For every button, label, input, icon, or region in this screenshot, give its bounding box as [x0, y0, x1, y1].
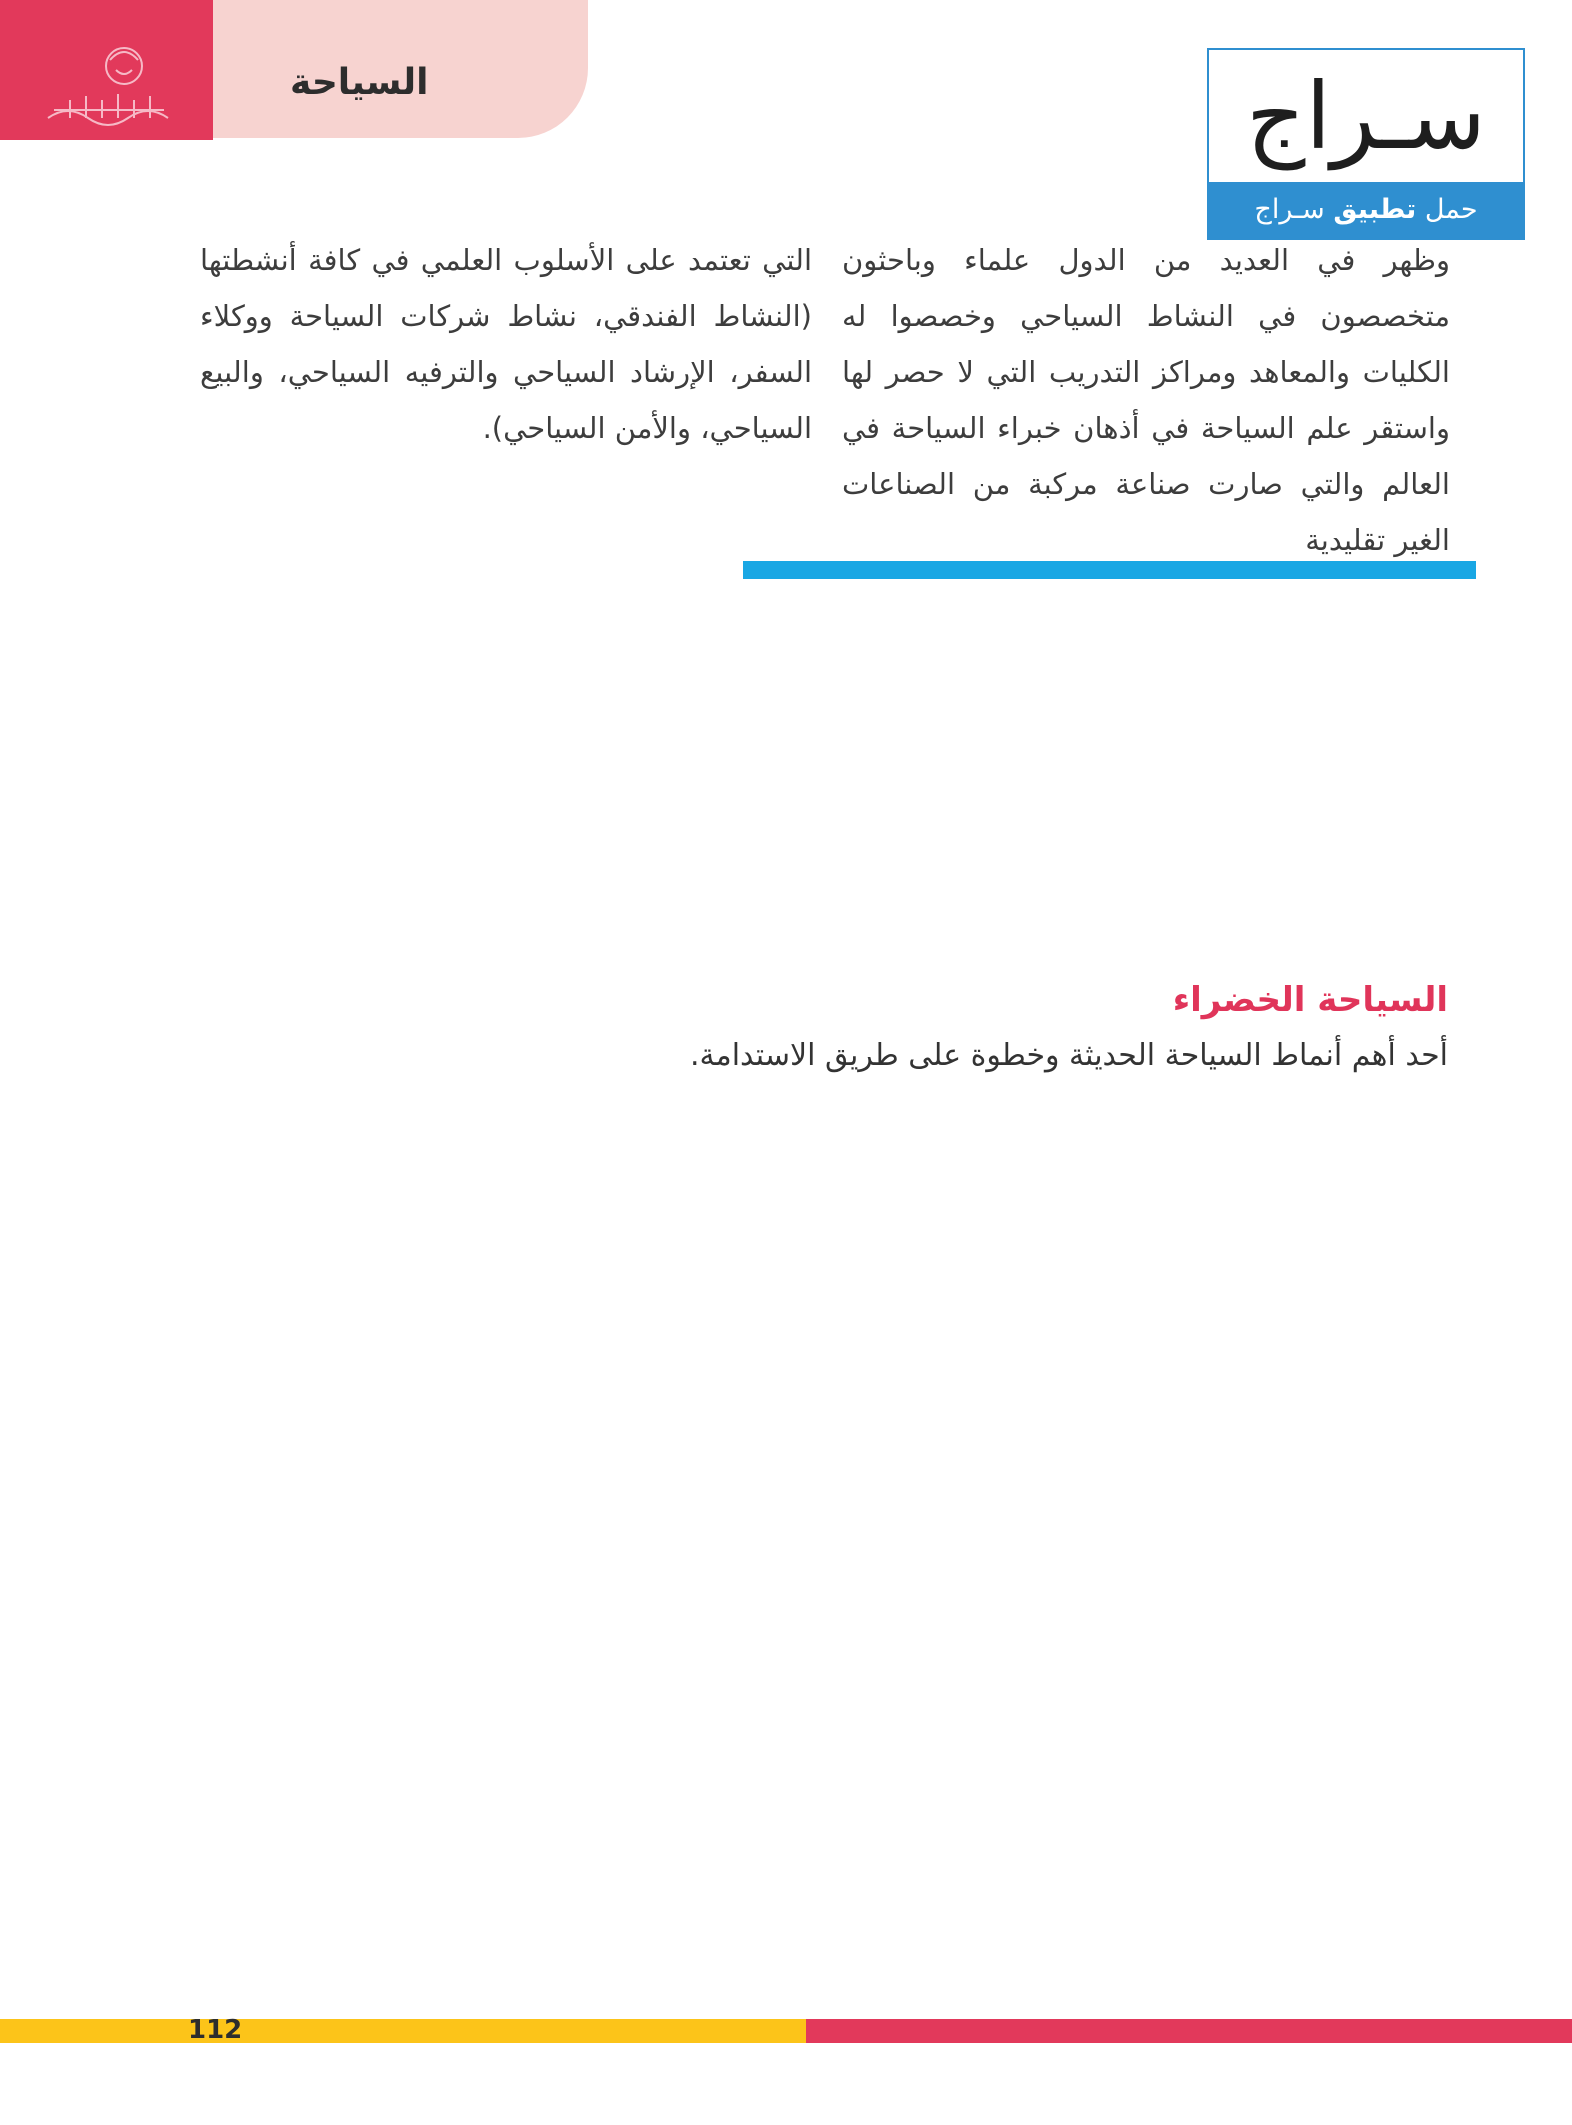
section-title: السياحة	[290, 62, 429, 103]
siraj-logo-word: سـراج	[1246, 63, 1486, 170]
siraj-bar-prefix: حمل	[1424, 194, 1478, 225]
page-number: 112	[188, 2015, 243, 2045]
siraj-bar-bold: تطبيق	[1333, 194, 1417, 225]
siraj-bar-suffix: سـراج	[1254, 194, 1325, 225]
siraj-app-badge[interactable]	[1207, 48, 1525, 240]
footer-yellow-bar	[0, 2019, 806, 2043]
body-column-right: وظهر في العديد من الدول علماء وباحثون متخصصون في النشاط السياحي وخصصوا له الكليات والمعاهد ومراكز التدريب التي لا حصر لها واستقر علم السياحة في أذهان خبراء السياحة في العالم والتي صارت صناعة مركبة من الصناعات الغير تقليدية	[842, 243, 1450, 557]
publisher-logo-icon	[40, 40, 180, 136]
green-tourism-text: أحد أهم أنماط السياحة الحديثة وخطوة على طريق الاستدامة.	[690, 1038, 1448, 1073]
body-column-left: التي تعتمد على الأسلوب العلمي في كافة أنشطتها (النشاط الفندقي، نشاط شركات السياحة ووكلاء السفر، الإرشاد السياحي والترفيه السياحي، والبيع السياحي، والأمن السياحي).	[200, 243, 812, 445]
green-tourism-heading: السياحة الخضراء	[1172, 980, 1448, 1020]
blue-divider	[743, 561, 1476, 579]
footer-red-bar	[806, 2019, 1572, 2043]
siraj-download-bar[interactable]	[1209, 182, 1523, 238]
header-red-block	[0, 0, 213, 140]
